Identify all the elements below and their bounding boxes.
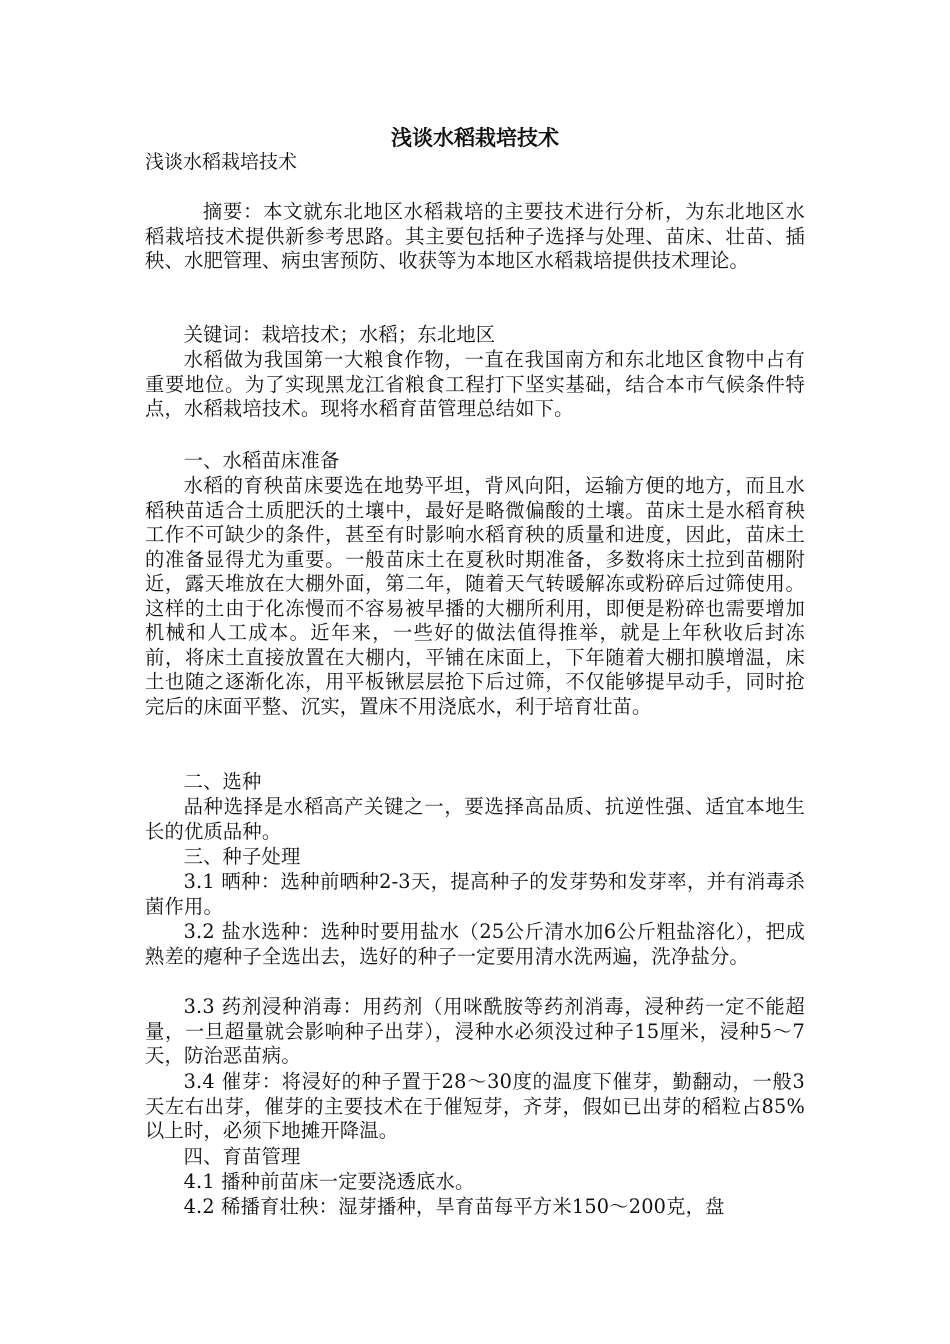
item-3-2: 3.2 盐水选种：选种时要用盐水（25公斤清水加6公斤粗盐溶化），把成熟差的瘪种子全选出去，选好的种子一定要用清水洗两遍，洗净盐分。 bbox=[145, 920, 805, 968]
item-4-1: 4.1 播种前苗床一定要浇透底水。 bbox=[183, 1170, 475, 1193]
section3-heading: 三、种子处理 bbox=[183, 845, 301, 868]
intro-paragraph: 水稻做为我国第一大粮食作物，一直在我国南方和东北地区食物中占有重要地位。为了实现黑龙江省粮食工程打下坚实基础，结合本市气候条件特点，水稻栽培技术。现将水稻育苗管理总结如下。 bbox=[145, 348, 805, 420]
section1-heading: 一、水稻苗床准备 bbox=[183, 449, 340, 472]
section2-paragraph: 品种选择是水稻高产关键之一，要选择高品质、抗逆性强、适宜本地生长的优质品种。 bbox=[145, 795, 805, 843]
item-4-2: 4.2 稀播育壮秧：湿芽播种，旱育苗每平方米150～200克，盘 bbox=[183, 1195, 725, 1218]
document-subtitle: 浅谈水稻栽培技术 bbox=[145, 151, 298, 173]
item-3-4: 3.4 催芽：将浸好的种子置于28～30度的温度下催芽，勤翻动，一般3天左右出芽，催芽的主要技术在于催短芽，齐芽，假如已出芽的稻粒占85%以上时，必须下地摊开降温。 bbox=[145, 1070, 805, 1142]
section1-paragraph: 水稻的育秧苗床要选在地势平坦，背风向阳，运输方便的地方，而且水稻秧苗适合土质肥沃的土壤中，最好是略微偏酸的土壤。苗床土是水稻育秧工作不可缺少的条件，甚至有时影响水稻育秧的质量和进度，因此，苗床土的准备显得尤为重要。一般苗床土在夏秋时期准备，多数将床土拉到苗棚附近，露天堆放在大棚外面，第二年，随着天气转暖解冻或粉碎后过筛使用。这样的土由于化冻慢而不容易被早播的大棚所利用，即便是粉碎也需要增加机械和人工成本。近年来，一些好的做法值得推举，就是上年秋收后封冻前，将床土直接放置在大棚内，平铺在床面上，下年随着大棚扣膜增温，床土也随之逐渐化冻，用平板锹层层抢下后过筛，不仅能够提早动手，同时抢完后的床面平整、沉实，置床不用浇底水，利于培育壮苗。 bbox=[145, 474, 805, 718]
item-3-3: 3.3 药剂浸种消毒：用药剂（用咪酰胺等药剂消毒，浸种药一定不能超量，一旦超量就会影响种子出芽），浸种水必须没过种子15厘米，浸种5～7天，防治恶苗病。 bbox=[145, 995, 805, 1067]
section4-heading: 四、育苗管理 bbox=[183, 1145, 301, 1168]
item-3-1: 3.1 晒种：选种前晒种2-3天，提高种子的发芽势和发芽率，并有消毒杀菌作用。 bbox=[145, 870, 805, 918]
document-title: 浅谈水稻栽培技术 bbox=[391, 125, 559, 150]
keywords-line: 关键词：栽培技术；水稻；东北地区 bbox=[183, 323, 496, 346]
section2-heading: 二、选种 bbox=[183, 770, 262, 793]
abstract-paragraph: 摘要：本文就东北地区水稻栽培的主要技术进行分析，为东北地区水稻栽培技术提供新参考思路。其主要包括种子选择与处理、苗床、壮苗、插秧、水肥管理、病虫害预防、收获等为本地区水稻栽培提供技术理论。 bbox=[145, 200, 805, 272]
